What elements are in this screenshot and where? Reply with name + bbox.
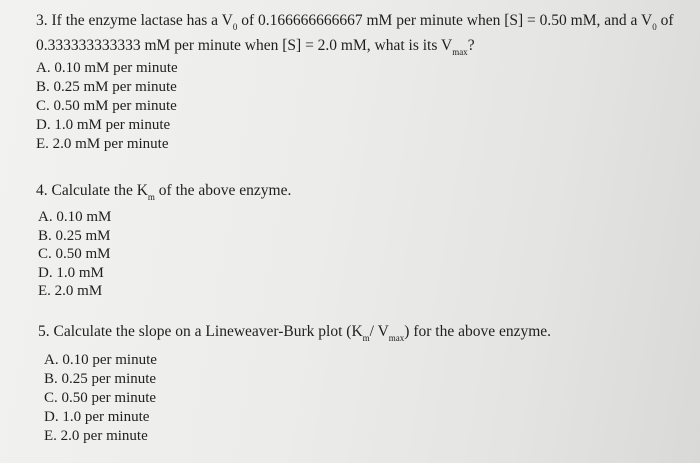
question-3-line-1 bbox=[36, 12, 674, 30]
question-5-text bbox=[38, 323, 551, 341]
q3-option-d[interactable]: D. 1.0 mM per minute bbox=[36, 117, 171, 133]
q3-option-c[interactable]: C. 0.50 mM per minute bbox=[36, 98, 177, 114]
question-3-text-e: ? bbox=[467, 37, 475, 54]
question-5-text-b: / V bbox=[369, 323, 389, 340]
q4-option-d[interactable]: D. 1.0 mM bbox=[38, 265, 104, 281]
q3-option-e[interactable]: E. 2.0 mM per minute bbox=[36, 136, 169, 152]
question-3-text-c: of bbox=[656, 12, 674, 29]
subscript-0: 0 bbox=[652, 22, 657, 32]
q4-option-a[interactable]: A. 0.10 mM bbox=[38, 209, 112, 225]
q5-option-b[interactable]: B. 0.25 per minute bbox=[44, 371, 157, 387]
question-3-line-2 bbox=[36, 37, 475, 55]
q5-option-d[interactable]: D. 1.0 per minute bbox=[44, 409, 150, 425]
subscript-max: max bbox=[452, 47, 468, 57]
question-3-text-a: 3. If the enzyme lactase has a V bbox=[36, 12, 233, 29]
question-5-text-c: ) for the above enzyme. bbox=[404, 323, 552, 340]
subscript-m: m bbox=[362, 333, 370, 343]
subscript-max: max bbox=[388, 333, 405, 343]
question-4-text bbox=[36, 182, 291, 200]
subscript-m: m bbox=[147, 192, 155, 202]
question-3-text-b: of 0.166666666667 mM per minute when [S] = 0.50 mM, and a V bbox=[237, 12, 653, 29]
q3-option-a[interactable]: A. 0.10 mM per minute bbox=[36, 60, 178, 76]
question-4-text-b: of the above enzyme. bbox=[154, 182, 292, 199]
q5-option-a[interactable]: A. 0.10 per minute bbox=[44, 352, 157, 368]
q4-option-b[interactable]: B. 0.25 mM bbox=[38, 228, 111, 244]
q4-option-e[interactable]: E. 2.0 mM bbox=[38, 283, 103, 299]
q5-option-c[interactable]: C. 0.50 per minute bbox=[44, 390, 157, 406]
subscript-0: 0 bbox=[232, 22, 238, 32]
q4-option-c[interactable]: C. 0.50 mM bbox=[38, 246, 111, 262]
question-5-text-a: 5. Calculate the slope on a Lineweaver-Burk plot (K bbox=[38, 323, 363, 340]
q5-option-e[interactable]: E. 2.0 per minute bbox=[44, 428, 148, 444]
q3-option-b[interactable]: B. 0.25 mM per minute bbox=[36, 79, 177, 95]
question-3-text-d: 0.333333333333 mM per minute when [S] = 2.0 mM, what is its V bbox=[36, 37, 453, 54]
question-4-text-a: 4. Calculate the K bbox=[36, 182, 148, 199]
